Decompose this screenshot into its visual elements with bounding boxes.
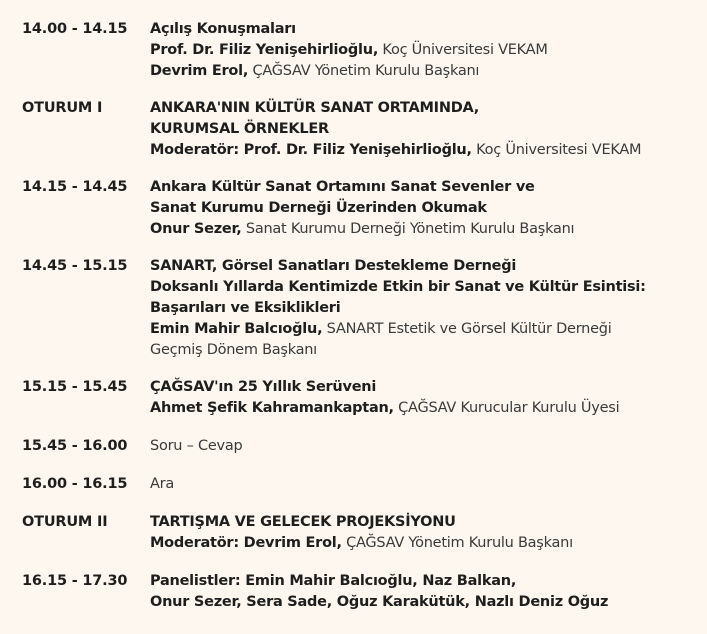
session-content bbox=[150, 256, 700, 361]
session-content bbox=[150, 377, 700, 419]
bold-text: KURUMSAL ÖRNEKLER bbox=[150, 121, 329, 137]
session-label: OTURUM I bbox=[22, 100, 103, 116]
time-slot: 16.15 - 17.30 bbox=[22, 573, 128, 589]
talk-title bbox=[150, 377, 700, 398]
time-slot: 14.00 - 14.15 bbox=[22, 21, 128, 37]
moderator-name: Moderatör: Prof. Dr. Filiz Yenişehirlioğlu, bbox=[150, 142, 472, 158]
talk-title bbox=[150, 277, 700, 298]
session-content bbox=[150, 571, 700, 613]
talk-title bbox=[150, 198, 700, 219]
speaker-affiliation: ÇAĞSAV Kurucular Kurulu Üyesi bbox=[393, 400, 620, 416]
bold-text: Panelistler: Emin Mahir Balcıoğlu, Naz Balkan, bbox=[150, 573, 517, 589]
session-title bbox=[150, 19, 700, 40]
talk-title bbox=[150, 298, 700, 319]
talk-title bbox=[150, 177, 700, 198]
bold-text: Sanat Kurumu Derneği Üzerinden Okumak bbox=[150, 200, 487, 216]
speaker-line bbox=[150, 40, 700, 61]
speaker-line bbox=[150, 319, 700, 340]
session-content bbox=[150, 19, 700, 82]
session-content bbox=[150, 474, 700, 495]
moderator-name: Moderatör: Devrim Erol, bbox=[150, 535, 342, 551]
session-title bbox=[150, 474, 700, 495]
moderator-line bbox=[150, 140, 700, 161]
bold-text: SANART, Görsel Sanatları Destekleme Derneği bbox=[150, 258, 517, 274]
bold-text: TARTIŞMA VE GELECEK PROJEKSİYONU bbox=[150, 514, 456, 530]
speaker-name: Prof. Dr. Filiz Yenişehirlioğlu, bbox=[150, 42, 379, 58]
panelists-line bbox=[150, 592, 700, 613]
speaker-name: Emin Mahir Balcıoğlu, bbox=[150, 321, 323, 337]
time-slot: 15.45 - 16.00 bbox=[22, 438, 128, 454]
time-slot: 14.15 - 14.45 bbox=[22, 179, 128, 195]
bold-text: Başarıları ve Eksiklikleri bbox=[150, 300, 341, 316]
session-content bbox=[150, 512, 700, 554]
time-slot: 15.15 - 15.45 bbox=[22, 379, 128, 395]
bold-text: Onur Sezer, Sera Sade, Oğuz Karakütük, Nazlı Deniz Oğuz bbox=[150, 594, 609, 610]
speaker-affiliation: Koç Üniversitesi VEKAM bbox=[378, 42, 548, 58]
session-content bbox=[150, 98, 700, 161]
talk-title bbox=[150, 256, 700, 277]
speaker-line bbox=[150, 219, 700, 240]
panelists-line bbox=[150, 571, 700, 592]
time-slot: 16.00 - 16.15 bbox=[22, 476, 128, 492]
speaker-affiliation: ÇAĞSAV Yönetim Kurulu Başkanı bbox=[248, 63, 480, 79]
session-content bbox=[150, 436, 700, 457]
speaker-line bbox=[150, 61, 700, 82]
bold-text: ANKARA'NIN KÜLTÜR SANAT ORTAMINDA, bbox=[150, 100, 479, 116]
time-slot: 14.45 - 15.15 bbox=[22, 258, 128, 274]
moderator-affiliation: Koç Üniversitesi VEKAM bbox=[471, 142, 642, 158]
session-label: OTURUM II bbox=[22, 514, 108, 530]
speaker-line bbox=[150, 340, 700, 361]
speaker-name: Devrim Erol, bbox=[150, 63, 249, 79]
session-title bbox=[150, 512, 700, 533]
speaker-name: Onur Sezer, bbox=[150, 221, 242, 237]
speaker-name: Ahmet Şefik Kahramankaptan, bbox=[150, 400, 394, 416]
bold-text: Doksanlı Yıllarda Kentimizde Etkin bir Sanat ve Kültür Esintisi: bbox=[150, 279, 646, 295]
regular-text: Soru – Cevap bbox=[150, 438, 243, 454]
session-content bbox=[150, 177, 700, 240]
speaker-line bbox=[150, 398, 700, 419]
session-title bbox=[150, 436, 700, 457]
bold-text: Ankara Kültür Sanat Ortamını Sanat Sevenler ve bbox=[150, 179, 535, 195]
moderator-affiliation: ÇAĞSAV Yönetim Kurulu Başkanı bbox=[341, 535, 573, 551]
regular-text: Ara bbox=[150, 476, 175, 492]
session-title bbox=[150, 98, 700, 119]
speaker-affiliation: SANART Estetik ve Görsel Kültür Derneği bbox=[322, 321, 612, 337]
bold-text: ÇAĞSAV'ın 25 Yıllık Serüveni bbox=[150, 379, 377, 395]
bold-text: Açılış Konuşmaları bbox=[150, 21, 296, 37]
speaker-affiliation: Geçmiş Dönem Başkanı bbox=[150, 342, 317, 358]
speaker-affiliation: Sanat Kurumu Derneği Yönetim Kurulu Başkanı bbox=[241, 221, 575, 237]
session-title bbox=[150, 119, 700, 140]
moderator-line bbox=[150, 533, 700, 554]
